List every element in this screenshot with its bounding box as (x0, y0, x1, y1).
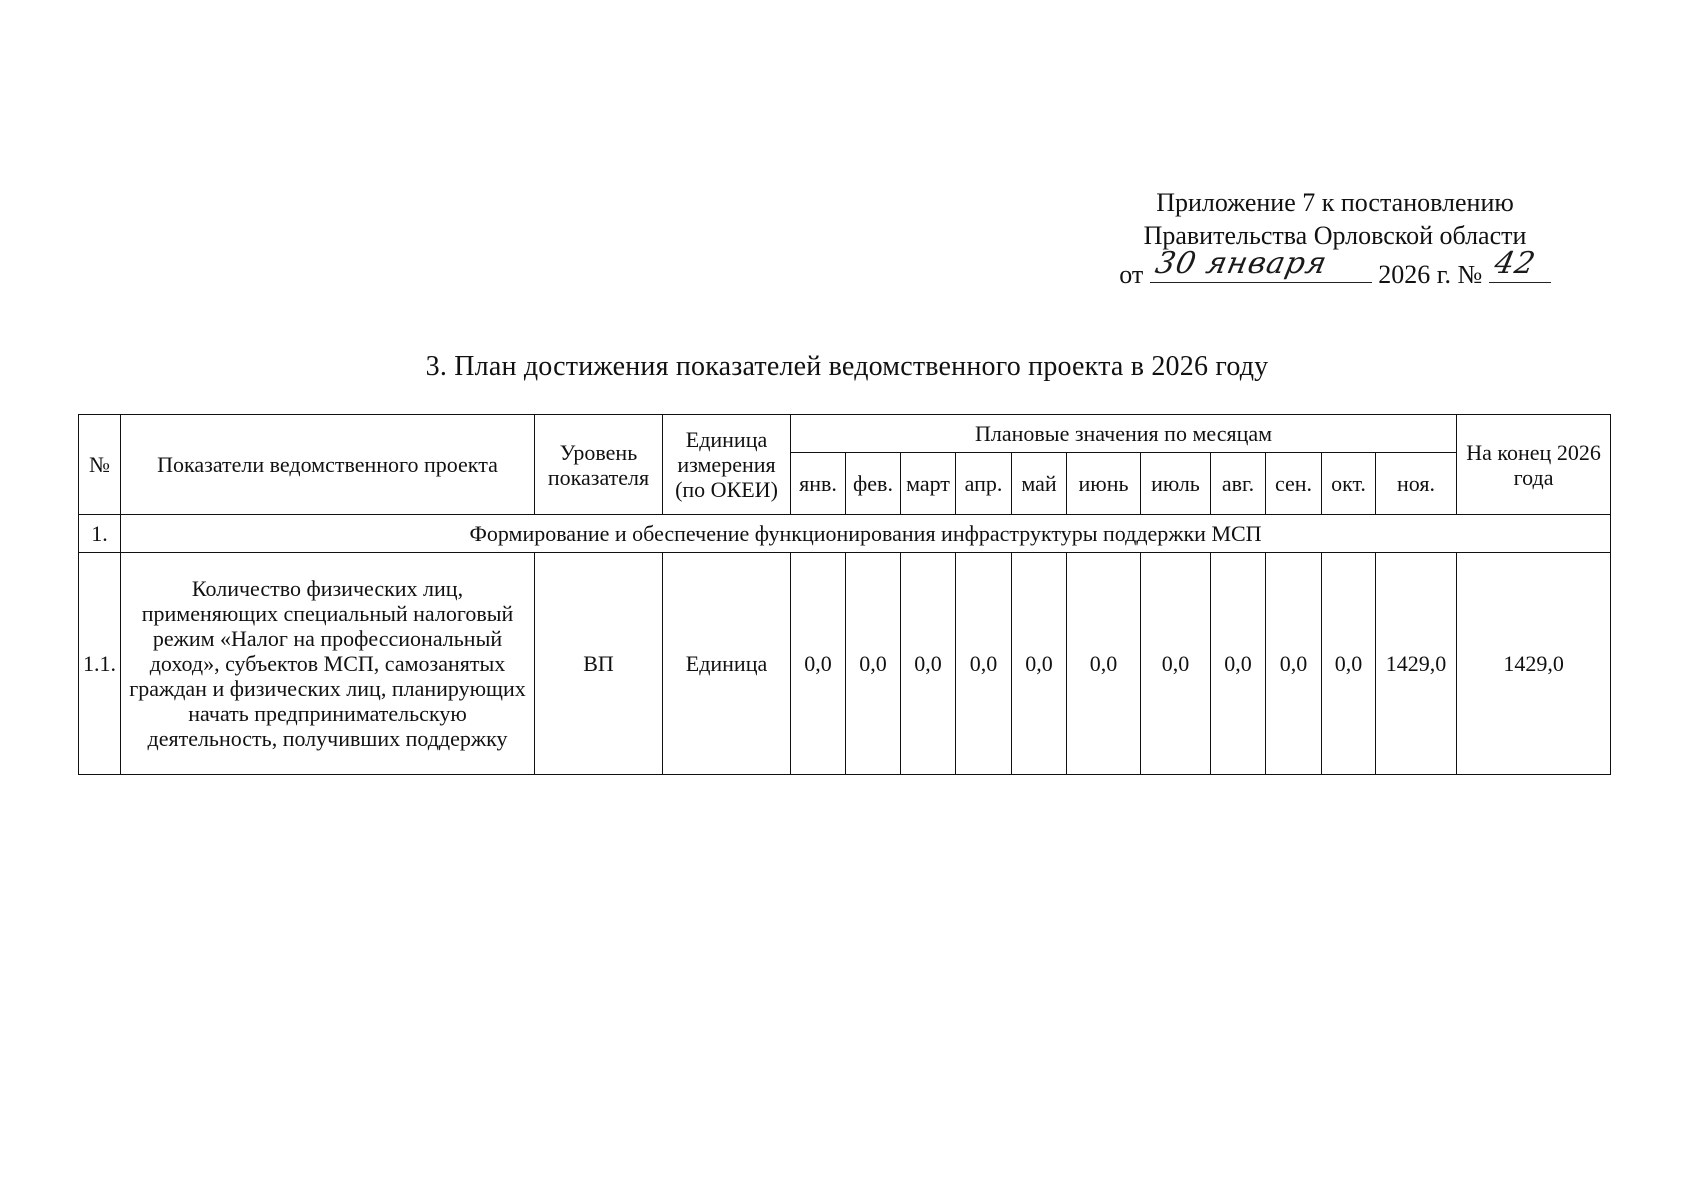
handwritten-date-text: 30 января (1152, 246, 1331, 281)
table-row (79, 553, 1611, 775)
month-value: 0,0 (901, 553, 956, 775)
month-value: 0,0 (1322, 553, 1376, 775)
header-month: авг. (1211, 453, 1266, 515)
section-name: Формирование и обеспечение функционирования инфраструктуры поддержки МСП (121, 515, 1611, 553)
header-month: сен. (1266, 453, 1322, 515)
header-month: ноя. (1376, 453, 1457, 515)
month-value: 0,0 (956, 553, 1012, 775)
document-title: 3. План достижения показателей ведомственного проекта в 2026 году (425, 351, 1269, 382)
month-value: 0,0 (791, 553, 846, 775)
header-level: Уровень показателя (535, 415, 663, 515)
header-month: фев. (846, 453, 901, 515)
section-row (79, 515, 1611, 553)
month-value: 0,0 (1266, 553, 1322, 775)
header-month: май (1012, 453, 1067, 515)
header-plan-group: Плановые значения по месяцам (791, 415, 1457, 453)
appendix-header (1095, 186, 1575, 291)
appendix-line-2: Правительства Орловской области (1143, 221, 1527, 250)
month-value: 1429,0 (1376, 553, 1457, 775)
month-value: 0,0 (1141, 553, 1211, 775)
handwritten-number (1489, 246, 1551, 283)
header-num: № (79, 415, 121, 515)
row-num: 1.1. (79, 553, 121, 775)
header-month: июнь (1067, 453, 1141, 515)
indicator-name: Количество физических лиц, применяющих специальный налоговый режим «Налог на профессиональный доход», субъектов МСП, самозанятых граждан и физических лиц, планирующих начать предпринимательскую деятельность, получивших поддержку (121, 553, 535, 775)
month-value: 0,0 (1012, 553, 1067, 775)
month-value: 0,0 (1211, 553, 1266, 775)
indicator-level: ВП (535, 553, 663, 775)
month-value: 0,0 (1067, 553, 1141, 775)
header-indicators: Показатели ведомственного проекта (121, 415, 535, 515)
date-prefix: от (1119, 260, 1144, 289)
header-row-top (79, 415, 1611, 453)
header-month: март (901, 453, 956, 515)
appendix-date-line (1095, 246, 1575, 291)
handwritten-number-text: 42 (1491, 246, 1539, 281)
header-month: окт. (1322, 453, 1376, 515)
header-month: июль (1141, 453, 1211, 515)
handwritten-date (1150, 246, 1372, 283)
month-value: 0,0 (846, 553, 901, 775)
header-unit: Единица измерения (по ОКЕИ) (663, 415, 791, 515)
year-end-value: 1429,0 (1457, 553, 1611, 775)
indicator-unit: Единица (663, 553, 791, 775)
section-num: 1. (79, 515, 121, 553)
appendix-line-1: Приложение 7 к постановлению (1156, 188, 1514, 217)
header-month: янв. (791, 453, 846, 515)
header-year-end: На конец 2026 года (1457, 415, 1611, 515)
year-number-label: 2026 г. № (1378, 260, 1483, 289)
plan-table (78, 414, 1611, 775)
header-month: апр. (956, 453, 1012, 515)
